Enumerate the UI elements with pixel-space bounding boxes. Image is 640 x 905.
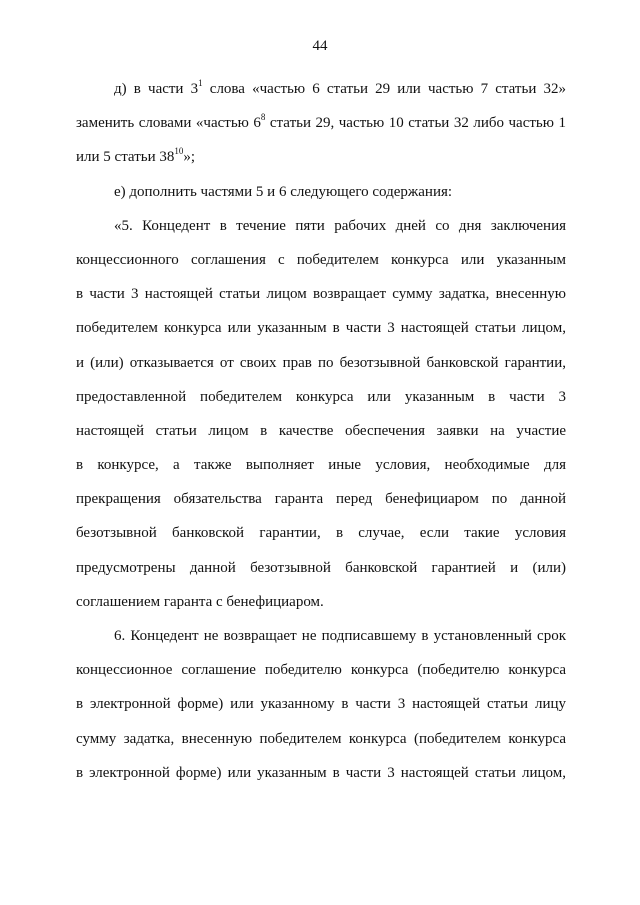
page-number: 44 (312, 38, 328, 54)
text-fragment: слова «частью 6 статьи 29 или частью 7 статьи 32» (202, 81, 567, 97)
text-line: прекращения обязательства гаранта перед бенефициаром по данной (76, 491, 566, 508)
text-line: в конкурсе, а также выполняет иные условия, необходимые для (76, 457, 566, 474)
text-line: е) дополнить частями 5 и 6 следующего содержания: (114, 183, 453, 200)
text-fragment: »; (183, 149, 196, 166)
text-line: в электронной форме) или указанному в части 3 настоящей статьи лицу (76, 696, 566, 713)
document-body (76, 72, 566, 790)
text-line: «5. Концедент в течение пяти рабочих дней со дня заключения (114, 217, 566, 234)
text-line: концессионного соглашения с победителем конкурса или указанным (76, 251, 566, 268)
text-line: сумму задатка, внесенную победителем конкурса (победителем конкурса (76, 730, 566, 747)
text-line (76, 72, 566, 106)
text-line: соглашением гаранта с бенефициаром. (76, 593, 324, 610)
text-line (76, 140, 566, 174)
text-line: 6. Концедент не возвращает не подписавшему в установленный срок (114, 628, 566, 644)
text-line: в части 3 настоящей статьи лицом возвращает сумму задатка, внесенную (76, 286, 566, 303)
superscript: 10 (174, 146, 184, 157)
text-line: победителем конкурса или указанным в части 3 настоящей статьи лицом, (76, 320, 566, 337)
text-line: настоящей статьи лицом в качестве обеспечения заявки на участие (76, 422, 566, 439)
text-line (76, 106, 566, 140)
text-fragment: д) в части 3 (114, 81, 199, 97)
text-line: и (или) отказывается от своих прав по безотзывной банковской гарантии, (76, 354, 566, 371)
text-fragment: или 5 статьи 38 (76, 149, 175, 166)
text-line: концессионное соглашение победителю конкурса (победителю конкурса (76, 662, 566, 679)
text-line: в электронной форме) или указанным в части 3 настоящей статьи лицом, (76, 764, 566, 781)
superscript: 8 (260, 112, 266, 123)
text-line: безотзывной банковской гарантии, в случае, если такие условия (76, 525, 566, 542)
text-line: предусмотрены данной безотзывной банковской гарантией и (или) (76, 559, 566, 576)
text-line: предоставленной победителем конкурса или указанным в части 3 (76, 388, 566, 405)
text-fragment: заменить словами «частью 6 (76, 115, 261, 132)
text-fragment: статьи 29, частью 10 статьи 32 либо частью 1 (265, 115, 566, 132)
superscript: 1 (198, 78, 203, 88)
